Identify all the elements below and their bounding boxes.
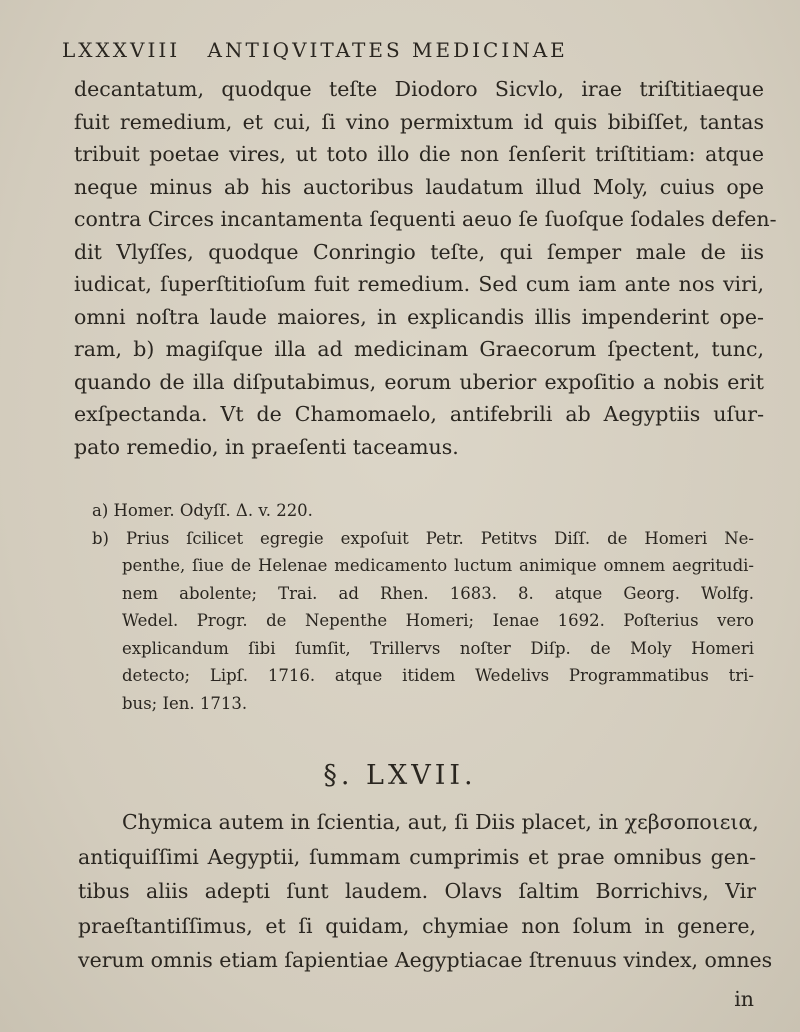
footnote-b-line: bus; Ien. 1713. bbox=[122, 693, 248, 713]
text-line: fuit remedium, et cui, ſi vino permixtum id quis bibiſſet, tantas bbox=[74, 109, 764, 134]
text-line: Chymica autem in ſcientia, aut, ſi Diis placet, in χεβσοποιεια, bbox=[122, 810, 759, 834]
text-line: exſpectanda. Vt de Chamomaelo, antifebrili ab Aegyptiis uſur- bbox=[74, 402, 764, 426]
text-line: omni noſtra laude maiores, in explicandis illis impenderint ope- bbox=[74, 304, 764, 329]
main-text bbox=[74, 73, 777, 463]
catchword: in bbox=[734, 987, 754, 1011]
text-line: decantatum, quodque teſte Diodoro Sicvlo, irae triſtitiaeque bbox=[74, 77, 764, 101]
footnote-a: a) Homer. Odyſſ. Δ. v. 220. bbox=[92, 501, 313, 520]
running-header bbox=[62, 38, 568, 62]
footnotes bbox=[92, 497, 754, 717]
text-line: tribuit poetae vires, ut toto illo die non ſenſerit triſtitiam: atque bbox=[74, 142, 764, 166]
text-line: antiquiſſimi Aegyptii, ſummam cumprimis et prae omnibus gen- bbox=[78, 844, 756, 869]
footnote-b-line: nem abolente; Trai. ad Rhen. 1683. 8. atque Georg. Wolfg. bbox=[122, 583, 754, 603]
text-line: ram, b) magiſque illa ad medicinam Graecorum ſpectent, tunc, bbox=[74, 337, 764, 361]
running-title: ANTIQVITATES MEDICINAE bbox=[207, 38, 568, 62]
footnote-b-line: detecto; Lipſ. 1716. atque itidem Wedelivs Programmatibus tri- bbox=[122, 666, 754, 685]
footnote-b-line: Wedel. Progr. de Nepenthe Homeri; Ienae 1692. Poſterius vero bbox=[122, 611, 754, 630]
section-text bbox=[78, 805, 773, 978]
text-line: dit Vlyſſes, quodque Conringio teſte, qui ſemper male de iis bbox=[74, 239, 764, 264]
text-line: tibus aliis adepti ſunt laudem. Olavs ſaltim Borrichivs, Vir bbox=[78, 879, 756, 903]
footnote-b-line: b) Prius ſcilicet egregie expoſuit Petr. Petitvs Diſſ. de Homeri Ne- bbox=[92, 528, 754, 548]
text-line: neque minus ab his auctoribus laudatum illud Moly, cuius ope bbox=[74, 174, 764, 199]
text-line: praeſtantiſſimus, et ſi quidam, chymiae non ſolum in genere, bbox=[78, 913, 756, 938]
section-heading: §. LXVII. bbox=[323, 760, 477, 791]
text-line: iudicat, ſuperſtitioſum fuit remedium. Sed cum iam ante nos viri, bbox=[74, 272, 764, 296]
footnote-b-line: explicandum ſibi ſumſit, Trillervs noſter Diſp. de Moly Homeri bbox=[122, 638, 754, 658]
text-line: pato remedio, in praeſenti taceamus. bbox=[74, 434, 459, 459]
text-line: quando de illa diſputabimus, eorum uberior expoſitio a nobis erit bbox=[74, 369, 764, 394]
footnote-b-line: penthe, ſiue de Helenae medicamento luctum animique omnem aegritudi- bbox=[122, 556, 754, 575]
text-line: verum omnis etiam ſapientiae Aegyptiacae ſtrenuus vindex, omnes bbox=[78, 948, 773, 972]
text-line: contra Circes incantamenta ſequenti aeuo ſe ſuoſque ſodales defen- bbox=[74, 207, 777, 231]
page-number: LXXXVIII bbox=[62, 38, 181, 62]
